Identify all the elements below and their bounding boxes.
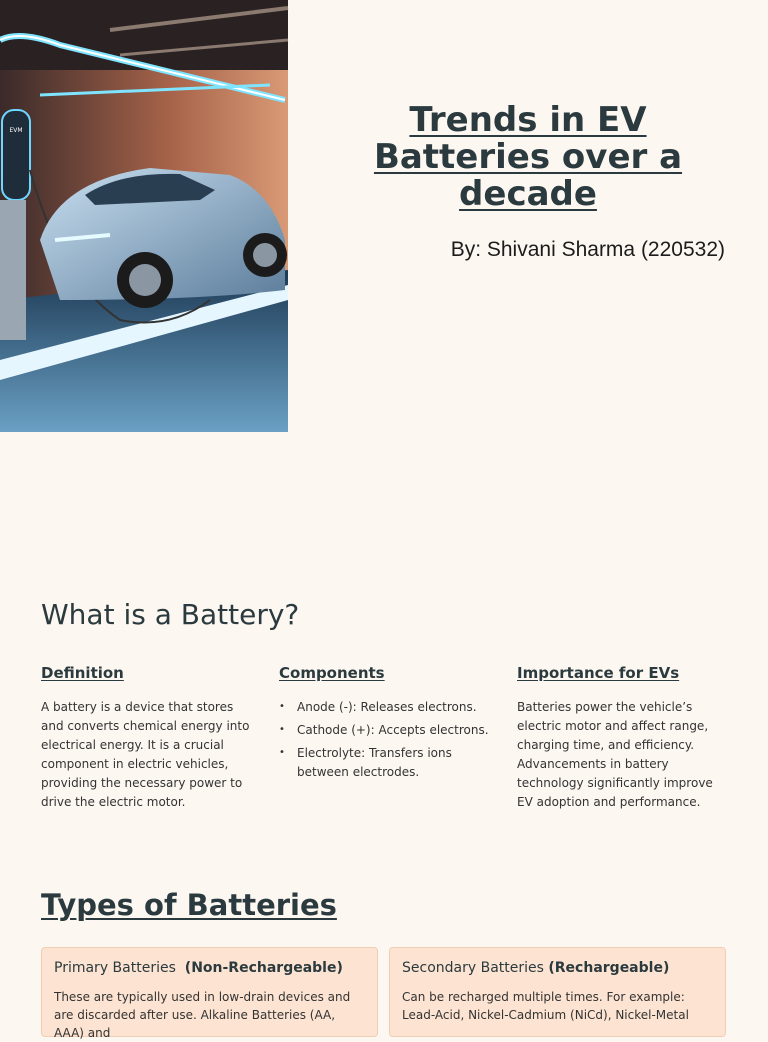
importance-heading: Importance for EVs	[517, 664, 680, 682]
hero-image	[0, 0, 288, 432]
primary-text: These are typically used in low-drain devices and are discarded after use. Alkaline Batteries (AA, AAA) and	[54, 990, 351, 1040]
charger-label: EVM	[9, 127, 23, 134]
types-section-heading: Types of Batteries	[41, 888, 337, 922]
primary-label: Primary Batteries	[54, 960, 176, 976]
components-list	[279, 698, 491, 782]
list-item: • Anode (-): Releases electrons.	[279, 698, 491, 717]
secondary-qualifier: (Rechargeable)	[548, 960, 670, 976]
importance-text: Batteries power the vehicle’s electric motor and affect range, charging time, and efficiency. Advancements in battery technology significantly improve EV adoption and performance.	[517, 700, 713, 809]
secondary-label: Secondary Batteries	[402, 960, 544, 976]
definition-text: A battery is a device that stores and converts chemical energy into electrical energy. It is a crucial component in electric vehicles, providing the necessary power to drive the electric motor.	[41, 700, 250, 809]
primary-qualifier: (Non-Rechargeable)	[184, 960, 343, 976]
definition-column	[41, 664, 253, 812]
secondary-text: Can be recharged multiple times. For example: Lead-Acid, Nickel-Cadmium (NiCd), Nickel-Metal	[402, 990, 689, 1022]
list-item: • Cathode (+): Accepts electrons.	[279, 721, 491, 740]
importance-column	[517, 664, 729, 812]
author-byline: By: Shivani Sharma (220532)	[450, 238, 725, 261]
battery-section-heading: What is a Battery?	[41, 598, 300, 631]
components-column	[279, 664, 491, 786]
page-title: Trends in EV Batteries over a decade	[373, 100, 683, 214]
definition-heading: Definition	[41, 664, 124, 682]
primary-card-heading	[54, 960, 365, 976]
components-heading: Components	[279, 664, 385, 682]
list-item: • Electrolyte: Transfers ions between electrodes.	[279, 744, 491, 782]
primary-batteries-card	[41, 947, 378, 1040]
secondary-batteries-card	[389, 947, 726, 1037]
secondary-card-heading	[402, 960, 713, 976]
